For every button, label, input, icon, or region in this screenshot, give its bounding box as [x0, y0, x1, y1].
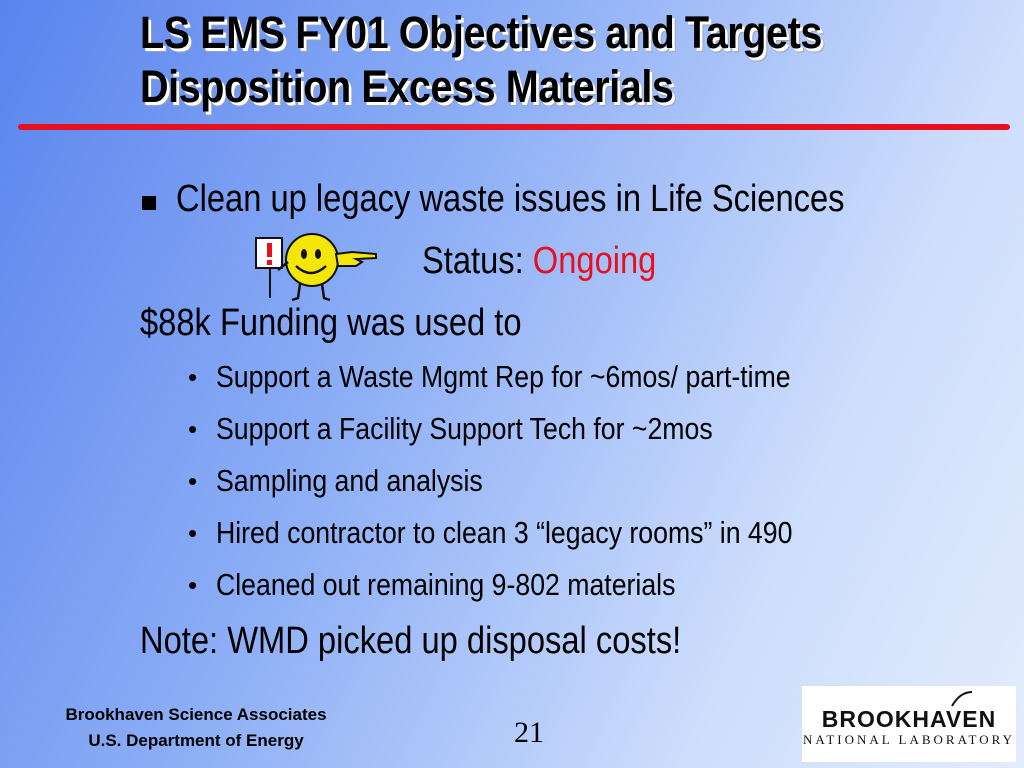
- brookhaven-logo: [802, 686, 1016, 762]
- sub-bullet-dot: •: [188, 518, 198, 548]
- sub-bullet-item: Cleaned out remaining 9-802 materials: [216, 567, 676, 602]
- sub-bullet-item: Hired contractor to clean 3 “legacy rooms” in 490: [216, 515, 793, 550]
- logo-main-text: BROOKHAVEN: [821, 706, 997, 732]
- smiley-pointing-icon: [252, 226, 382, 302]
- title-line-2: Disposition Excess Materials: [140, 61, 674, 112]
- main-bullet-text: Clean up legacy waste issues in Life Sciences: [176, 178, 845, 220]
- sub-bullet-item: Sampling and analysis: [216, 463, 483, 498]
- sub-bullet-dot: •: [188, 570, 198, 600]
- square-bullet-icon: [142, 196, 156, 210]
- status-value: Ongoing: [532, 240, 657, 282]
- title-divider: [18, 124, 1010, 130]
- sub-bullet-dot: •: [188, 466, 198, 496]
- footer-org-line-2: U.S. Department of Energy: [88, 731, 304, 750]
- funding-text: $88k Funding was used to: [140, 302, 522, 344]
- title-line-1: LS EMS FY01 Objectives and Targets: [140, 7, 822, 58]
- sub-bullet-item: Support a Facility Support Tech for ~2mos: [216, 411, 713, 446]
- sub-bullet-dot: •: [188, 414, 198, 444]
- logo-sub-text: NATIONAL LABORATORY: [803, 732, 1015, 747]
- sub-bullet-item: Support a Waste Mgmt Rep for ~6mos/ part-time: [216, 359, 791, 394]
- status-label: Status:: [422, 240, 533, 282]
- sub-bullet-dot: •: [188, 362, 198, 392]
- footer-org-line-1: Brookhaven Science Associates: [65, 705, 327, 724]
- page-number: 21: [514, 716, 544, 749]
- note-text: Note: WMD picked up disposal costs!: [140, 620, 682, 662]
- status-line: [422, 240, 656, 283]
- footer-organization: [38, 702, 354, 754]
- slide-title: [140, 6, 914, 114]
